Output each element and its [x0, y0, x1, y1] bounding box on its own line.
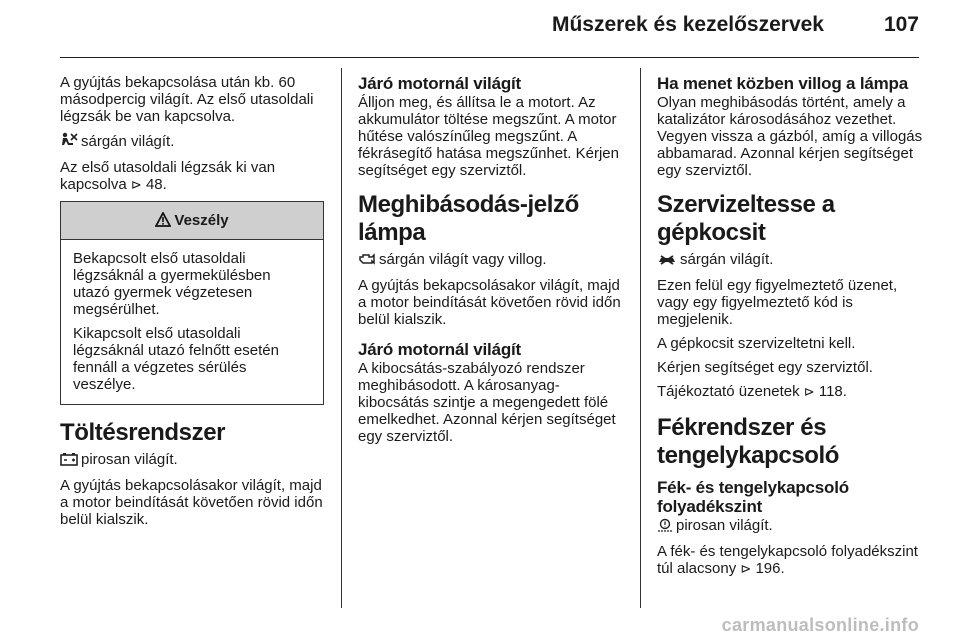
danger-text-1: Bekapcsolt első utasoldali légzsáknál a gyermekülésben utazó gyermek végzetesen megsérülhet. — [73, 250, 271, 318]
heading-service-vehicle: Szervizeltesse a gépkocsit — [657, 191, 835, 246]
lamp-flashing-text: Olyan meghibásodás történt, amely a katalizátor károsodásához vezethet. Vegyen vissza a gázból, amíg a villogás abbamarad. Azonnal kérjen segítséget egy szerviztől. — [657, 94, 923, 179]
airbag-off-desc: Az első utasoldali légzsák ki van kapcsolva — [60, 159, 276, 193]
reference-arrow-icon: ⊳ — [803, 384, 815, 399]
heading-brake-fluid: Fék- és tengelykapcsoló folyadékszint — [657, 478, 849, 516]
watermark: carmanualsonline.info — [721, 615, 919, 635]
battery-icon — [60, 452, 78, 470]
service-text-2: A gépkocsit szervizeltetni kell. — [657, 335, 856, 352]
danger-body — [61, 240, 323, 404]
mil-status — [358, 251, 628, 270]
header-title: Műszerek és kezelőszervek — [551, 13, 824, 36]
charging-status-text: pirosan világít. — [81, 451, 178, 468]
engine-check-icon — [358, 252, 376, 270]
service-status — [657, 251, 927, 270]
service-ref: 118. — [818, 383, 847, 400]
column-2 — [358, 74, 628, 452]
wrench-car-icon — [657, 253, 677, 270]
service-text-1: Ezen felül egy figyelmeztető üzenet, vagy egy figyelmeztető kód is megjelenik. — [657, 277, 898, 328]
brake-fluid-icon — [657, 518, 673, 536]
charging-status — [60, 451, 330, 470]
airbag-off-text — [60, 159, 330, 193]
service-text-4 — [657, 383, 927, 400]
reference-arrow-icon: ⊳ — [740, 561, 752, 576]
page-header — [60, 0, 919, 58]
danger-title: Veszély — [174, 212, 229, 229]
service-text-3: Kérjen segítséget egy szerviztől. — [657, 359, 873, 376]
reference-arrow-icon: ⊳ — [130, 177, 142, 192]
airbag-off-icon — [60, 132, 78, 152]
heading-engine-running: Járó motornál világít — [358, 74, 522, 93]
brake-status-text: pirosan világít. — [676, 517, 773, 534]
page-number: 107 — [883, 13, 919, 36]
mil-text: A gyújtás bekapcsolásakor világít, majd a motor beindítását követően rövid időn belül kialszik. — [358, 277, 621, 328]
airbag-off-ref: 48. — [145, 176, 167, 193]
danger-box — [60, 201, 324, 405]
brake-status — [657, 517, 927, 536]
heading-malfunction-lamp: Meghibásodás-jelző lámpa — [358, 191, 579, 246]
column-divider — [341, 68, 342, 608]
airbag-off-status — [60, 132, 330, 152]
heading-lamp-flashing: Ha menet közben villog a lámpa — [657, 74, 908, 93]
charging-text: A gyújtás bekapcsolásakor világít, majd a motor beindítását követően rövid időn belül kialszik. — [60, 477, 323, 528]
engine-running-text: Álljon meg, és állítsa le a motort. Az akkumulátor töltése megszűnt. A motor hűtése valószínűleg megszűnt. A fékrásegítő hatása megszűnhet. Kérjen segítséget egy szerviztől. — [358, 94, 619, 179]
airbag-text: A gyújtás bekapcsolása után kb. 60 másodpercig világít. Az első utasoldali légzsák be van kapcsolva. — [60, 74, 314, 125]
column-3 — [657, 74, 927, 584]
danger-header — [61, 202, 323, 240]
brake-desc: A fék- és tengelykapcsoló folyadékszint túl alacsony — [657, 543, 918, 577]
column-divider — [640, 68, 641, 608]
mil-status-text: sárgán világít vagy villog. — [379, 251, 547, 268]
service-status-text: sárgán világít. — [680, 251, 774, 268]
danger-text-2: Kikapcsolt első utasoldali légzsáknál utazó felnőtt esetén fennáll a végzetes sérülés veszélye. — [73, 325, 279, 393]
column-1 — [60, 74, 330, 535]
brake-text — [657, 543, 927, 577]
service-info-messages: Tájékoztató üzenetek — [657, 383, 800, 400]
heading-brake-clutch: Fékrendszer és tengelykapcsoló — [657, 414, 840, 469]
warning-triangle-icon — [155, 204, 171, 241]
brake-ref: 196. — [755, 560, 785, 577]
engine-running-text-2: A kibocsátás-szabályozó rendszer meghibásodott. A károsanyag-kibocsátás szintje a megengedett fölé emelkedhet. Azonnal kérjen segítséget egy szerviztől. — [358, 360, 616, 445]
heading-engine-running-2: Járó motornál világít — [358, 340, 522, 359]
airbag-off-status-text: sárgán világít. — [81, 133, 175, 150]
heading-charging-system: Töltésrendszer — [60, 419, 226, 446]
